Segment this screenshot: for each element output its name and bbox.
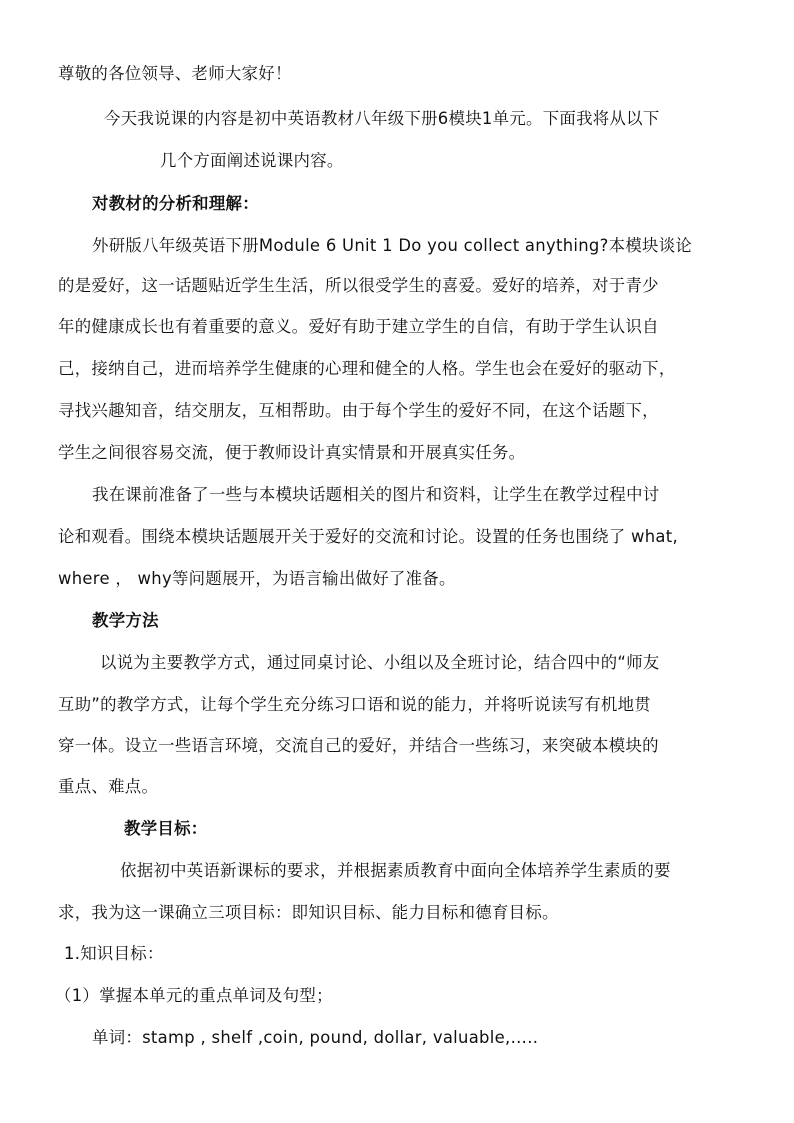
paragraph-line: 寻找兴趣知音，结交朋友，互相帮助。由于每个学生的爱好不同，在这个话题下， xyxy=(58,401,659,420)
paragraph-line: 我在课前准备了一些与本模块话题相关的图片和资料，让学生在教学过程中讨 xyxy=(92,485,660,504)
paragraph-line: 论和观看。围绕本模块话题展开关于爱好的交流和讨论。设置的任务也围绕了 what, xyxy=(58,527,678,546)
sub-list-item-1: （1）掌握本单元的重点单词及句型； xyxy=(55,986,333,1005)
greeting-line: 尊敬的各位领导、老师大家好！ xyxy=(58,64,292,83)
paragraph-line: 学生之间很容易交流，便于教师设计真实情景和开展真实任务。 xyxy=(58,443,526,462)
paragraph-line: 重点、难点。 xyxy=(58,777,159,796)
list-item-knowledge-goal: 1.知识目标： xyxy=(64,944,164,963)
paragraph-line: 的是爱好，这一话题贴近学生生活，所以很受学生的喜爱。爱好的培养，对于青少 xyxy=(58,276,659,295)
paragraph-line: 依据初中英语新课标的要求，并根据素质教育中面向全体培养学生素质的要 xyxy=(120,861,671,880)
paragraph-line: where ， why等问题展开，为语言输出做好了准备。 xyxy=(58,569,456,588)
intro-line-2: 几个方面阐述说课内容。 xyxy=(160,151,344,170)
paragraph-line: 以说为主要教学方式，通过同桌讨论、小组以及全班讨论，结合四中的“师友 xyxy=(100,653,660,672)
paragraph-line: 求，我为这一课确立三项目标：即知识目标、能力目标和德育目标。 xyxy=(58,903,559,922)
vocabulary-line: 单词：stamp , shelf ,coin, pound, dollar, valuable,….. xyxy=(92,1028,539,1047)
section-heading-teaching-method: 教学方法 xyxy=(92,611,159,630)
intro-line-1: 今天我说课的内容是初中英语教材八年级下册6模块1单元。下面我将从以下 xyxy=(104,109,660,128)
section-heading-textbook-analysis: 对教材的分析和理解： xyxy=(92,194,259,213)
paragraph-line: 己，接纳自己，进而培养学生健康的心理和健全的人格。学生也会在爱好的驱动下， xyxy=(58,359,676,378)
paragraph-line: 穿一体。设立一些语言环境，交流自己的爱好，并结合一些练习，来突破本模块的 xyxy=(58,736,659,755)
paragraph-line: 年的健康成长也有着重要的意义。爱好有助于建立学生的自信，有助于学生认识自 xyxy=(58,317,659,336)
paragraph-line: 外研版八年级英语下册Module 6 Unit 1 Do you collect anything?本模块谈论 xyxy=(92,236,693,255)
section-heading-teaching-goals: 教学目标： xyxy=(124,819,208,838)
paragraph-line: 互助”的教学方式，让每个学生充分练习口语和说的能力，并将听说读写有机地贯 xyxy=(58,695,651,714)
